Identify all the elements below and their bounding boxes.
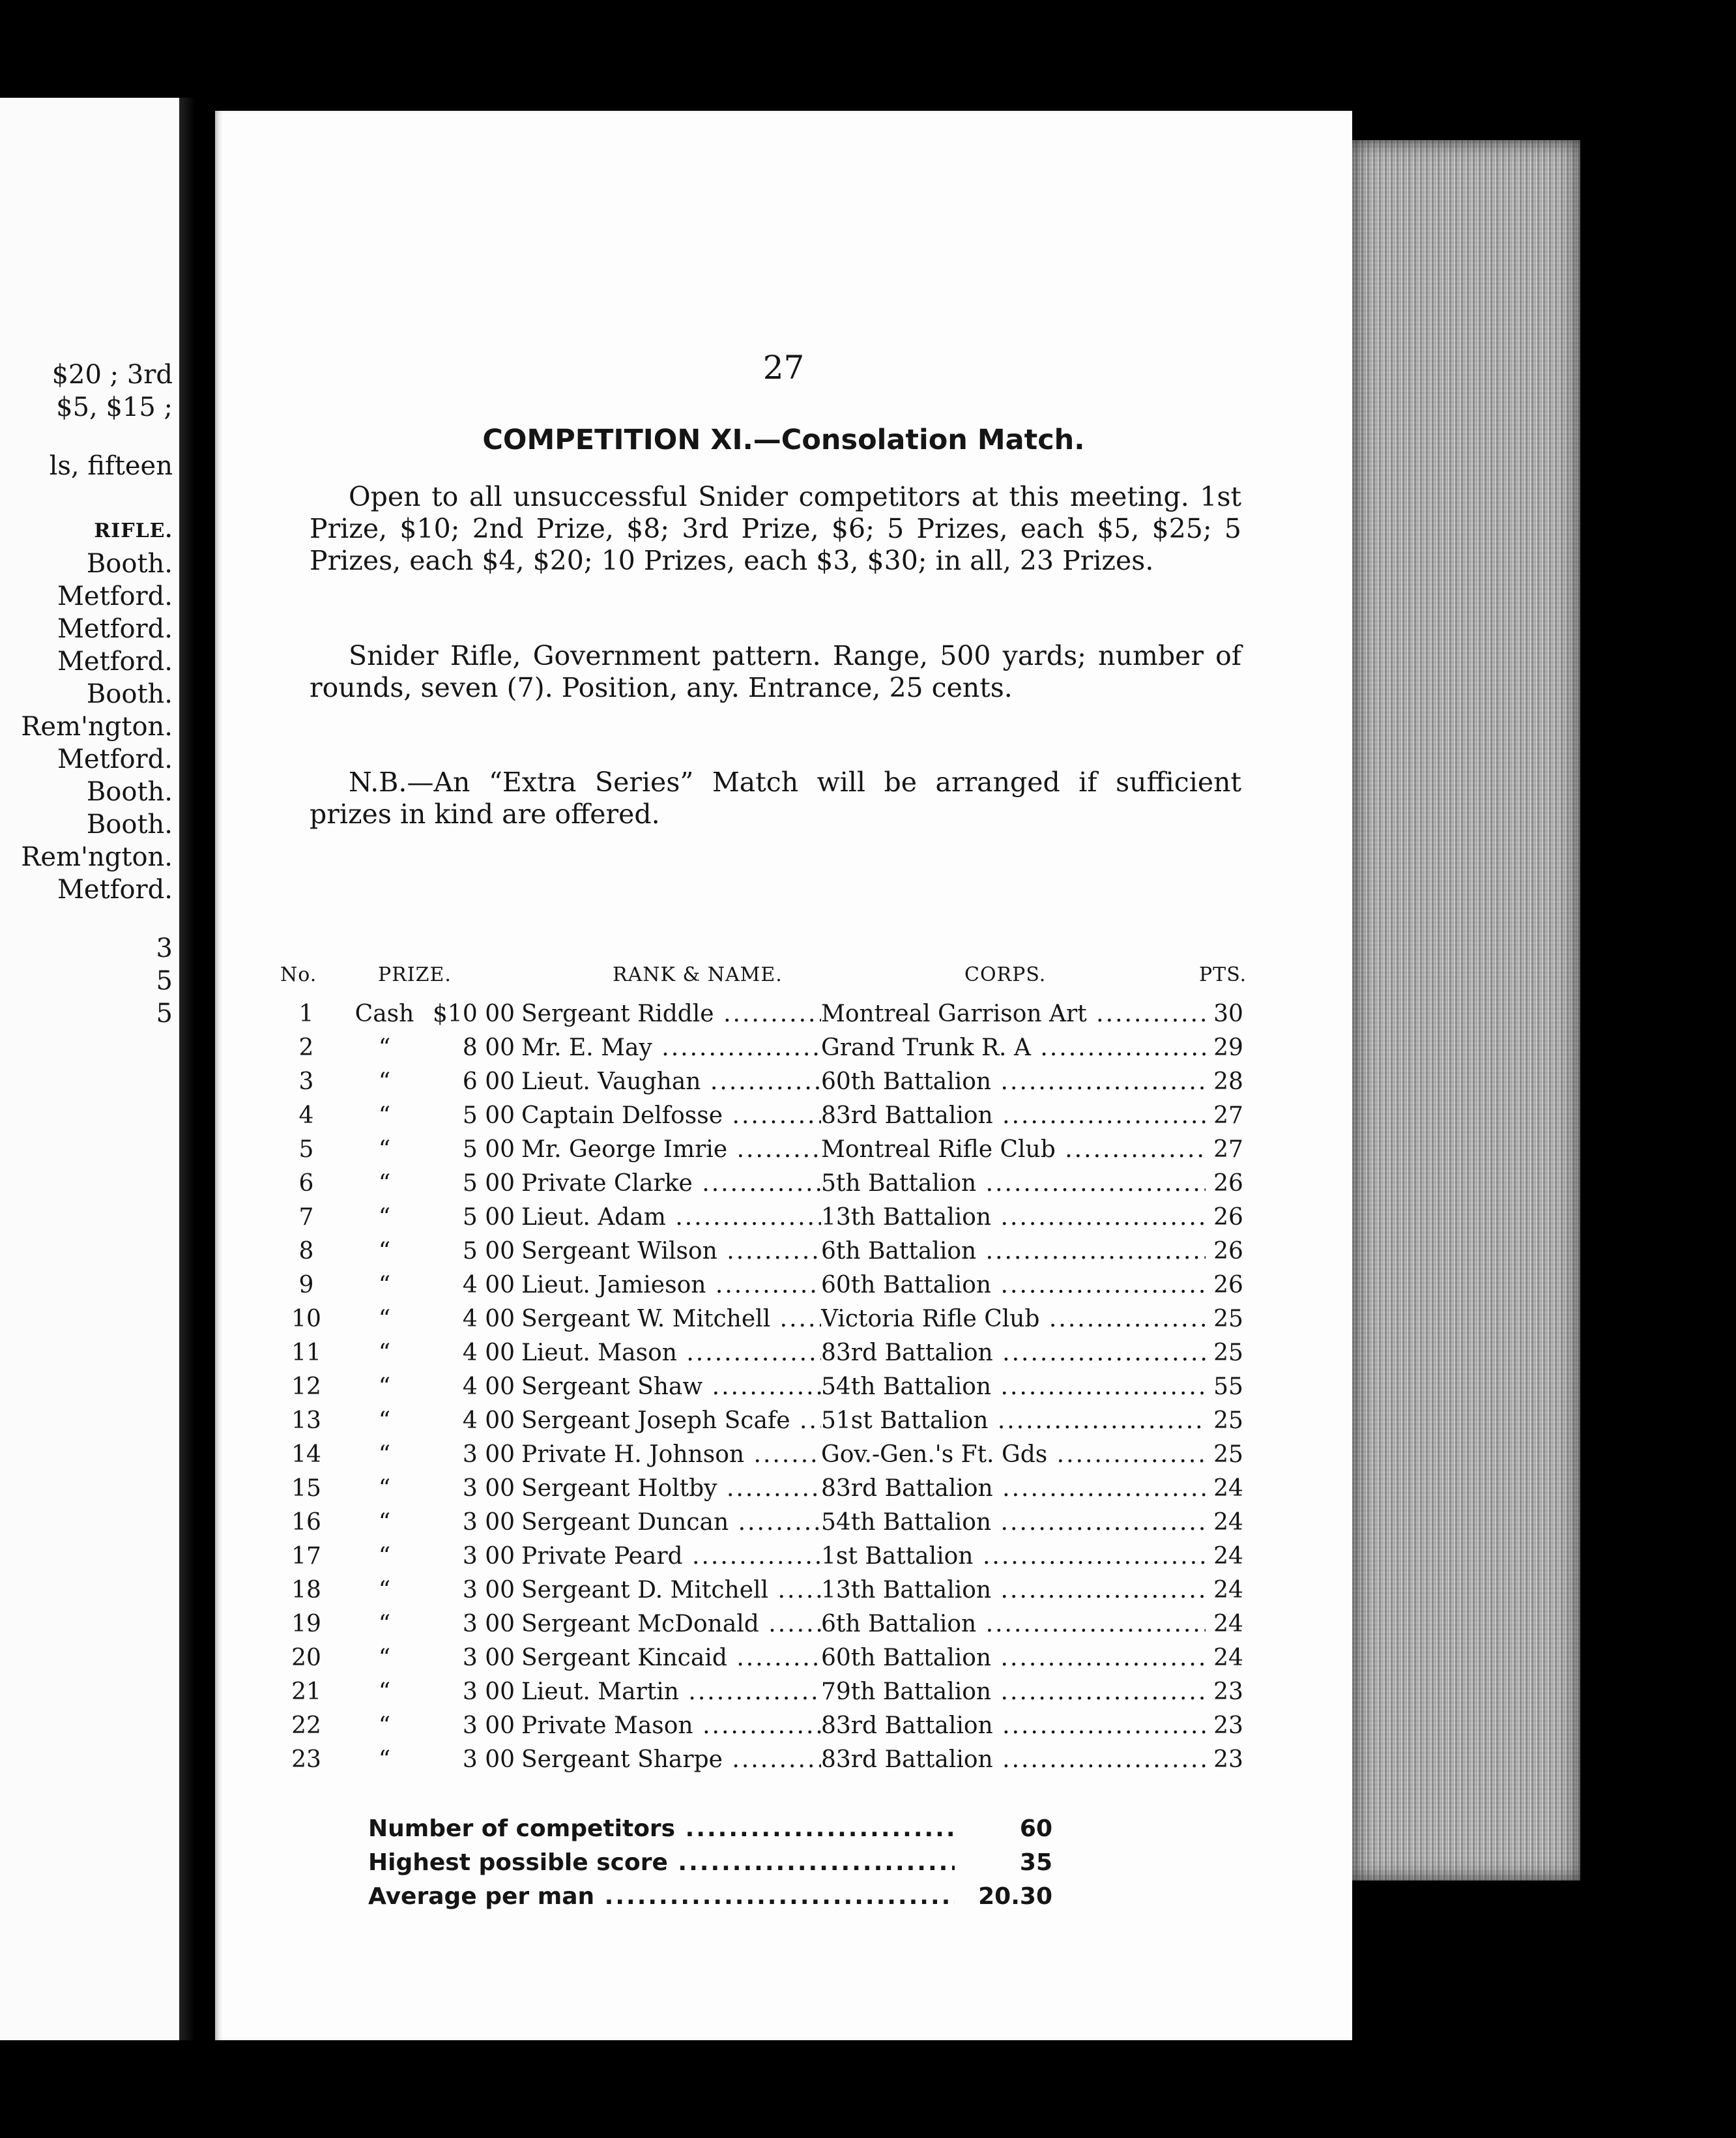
left-page-fragment: Metford. [57, 581, 173, 611]
row-rank-name: Lieut. Mason ..... [521, 1336, 821, 1370]
table-row [280, 1031, 1258, 1065]
left-page-fragment: Rem'ngton. [21, 712, 173, 742]
row-prize-type: “ [378, 1272, 391, 1298]
row-rank-name: Lieut. Vaughan ..... [521, 1065, 821, 1099]
summary-value: 60 [1019, 1815, 1052, 1842]
row-rank-name: Private Clarke ..... [521, 1167, 821, 1201]
row-corps: 5th Battalion ..... [821, 1167, 1206, 1201]
row-pts: 24 [1213, 1577, 1243, 1604]
row-no: 8 [298, 1238, 314, 1265]
summary-value: 20.30 [978, 1883, 1052, 1910]
row-prize-type: “ [378, 1306, 391, 1332]
row-corps: Grand Trunk R. A ..... [821, 1031, 1206, 1065]
row-pts: 25 [1213, 1407, 1243, 1434]
row-no: 19 [291, 1611, 321, 1637]
row-pts: 24 [1213, 1475, 1243, 1502]
row-no: 21 [291, 1678, 321, 1705]
row-no: 5 [298, 1136, 314, 1163]
row-pts: 23 [1213, 1746, 1243, 1773]
row-pts: 24 [1213, 1645, 1243, 1671]
row-pts: 28 [1213, 1068, 1243, 1095]
book-page [215, 111, 1352, 2040]
row-prize-type: “ [378, 1543, 391, 1570]
row-prize: 5 00 [462, 1136, 515, 1163]
table-row [280, 1607, 1258, 1641]
row-corps: 6th Battalion ..... [821, 1235, 1206, 1268]
table-row [280, 1370, 1258, 1404]
row-prize: 4 00 [462, 1306, 515, 1332]
summary-label: Average per man ..... [368, 1880, 955, 1914]
row-corps: Montreal Rifle Club ..... [821, 1133, 1206, 1167]
row-rank-name: Lieut. Jamieson ..... [521, 1268, 821, 1302]
row-prize-type: “ [378, 1238, 391, 1265]
competition-title: COMPETITION XI.—Consolation Match. [482, 424, 1085, 456]
row-no: 22 [291, 1712, 321, 1739]
row-no: 10 [291, 1306, 321, 1332]
row-prize-type: “ [378, 1475, 391, 1502]
row-rank-name: Private Peard ..... [521, 1540, 821, 1574]
row-no: 2 [298, 1034, 314, 1061]
row-no: 4 [298, 1102, 314, 1129]
table-row [280, 1574, 1258, 1607]
row-no: 23 [291, 1746, 321, 1773]
row-prize: 5 00 [462, 1204, 515, 1231]
header-pts: PTS. [1199, 963, 1247, 986]
results-table [280, 958, 1258, 1777]
row-rank-name: Private Mason ..... [521, 1709, 821, 1743]
row-prize-type: “ [378, 1746, 391, 1773]
row-corps: 83rd Battalion ..... [821, 1709, 1206, 1743]
left-page-fragment: 5 [156, 966, 173, 996]
book-gutter [179, 98, 195, 2040]
row-prize: 4 00 [462, 1272, 515, 1298]
summary-label: Highest possible score ..... [368, 1846, 955, 1880]
row-no: 6 [298, 1170, 314, 1197]
row-prize-type: “ [378, 1340, 391, 1366]
row-rank-name: Sergeant Duncan ..... [521, 1506, 821, 1540]
row-prize-type: “ [378, 1407, 391, 1434]
row-no: 7 [298, 1204, 314, 1231]
left-page-fragment: Metford. [57, 614, 173, 644]
row-prize-type: “ [378, 1034, 391, 1061]
row-corps: 83rd Battalion ..... [821, 1472, 1206, 1506]
left-page-fragment: Metford. [57, 647, 173, 677]
left-page-fragment: Rem'ngton. [21, 842, 173, 872]
row-pts: 23 [1213, 1712, 1243, 1739]
left-page-fragment: Booth. [86, 679, 173, 709]
row-prize: 5 00 [462, 1238, 515, 1265]
row-rank-name: Sergeant Holtby ..... [521, 1472, 821, 1506]
row-rank-name: Sergeant Riddle ..... [521, 997, 821, 1031]
row-corps: 13th Battalion ..... [821, 1574, 1206, 1607]
header-corps: CORPS. [964, 963, 1047, 986]
row-corps: 54th Battalion ..... [821, 1506, 1206, 1540]
row-pts: 25 [1213, 1340, 1243, 1366]
left-page-fragment: $20 ; 3rd [51, 360, 173, 390]
row-corps: 60th Battalion ..... [821, 1641, 1206, 1675]
table-row [280, 1404, 1258, 1438]
row-prize: 4 00 [462, 1373, 515, 1400]
summary-row [368, 1846, 1085, 1880]
row-prize: 3 00 [462, 1712, 515, 1739]
row-no: 1 [298, 1001, 314, 1027]
row-pts: 27 [1213, 1102, 1243, 1129]
left-page-fragment: $5, $15 ; [56, 392, 173, 422]
row-rank-name: Private H. Johnson ..... [521, 1438, 821, 1472]
row-corps: 83rd Battalion ..... [821, 1743, 1206, 1777]
row-prize-type: “ [378, 1611, 391, 1637]
row-prize: 3 00 [462, 1475, 515, 1502]
row-pts: 26 [1213, 1272, 1243, 1298]
header-prize: PRIZE. [378, 963, 452, 986]
table-row [280, 1302, 1258, 1336]
row-prize: 4 00 [462, 1407, 515, 1434]
row-pts: 26 [1213, 1238, 1243, 1265]
row-rank-name: Sergeant D. Mitchell ..... [521, 1574, 821, 1607]
row-corps: Victoria Rifle Club ..... [821, 1302, 1206, 1336]
page-number: 27 [762, 349, 805, 387]
table-row [280, 1438, 1258, 1472]
row-corps: 13th Battalion ..... [821, 1201, 1206, 1235]
row-prize: 6 00 [462, 1068, 515, 1095]
row-prize: 3 00 [462, 1441, 515, 1468]
row-prize-type: “ [378, 1170, 391, 1197]
row-pts: 30 [1213, 1001, 1243, 1027]
row-corps: 79th Battalion ..... [821, 1675, 1206, 1709]
row-prize-type: “ [378, 1102, 391, 1129]
table-row [280, 1099, 1258, 1133]
row-prize: 3 00 [462, 1509, 515, 1536]
row-prize-type: “ [378, 1577, 391, 1604]
table-row [280, 1201, 1258, 1235]
row-no: 20 [291, 1645, 321, 1671]
row-prize: 3 00 [462, 1543, 515, 1570]
left-page-fragment: Metford. [57, 744, 173, 774]
paragraph-prizes: Open to all unsuccessful Snider competitors at this meeting. 1st Prize, $10; 2nd Prize, $8; 3rd Prize, $6; 5 Prizes, each $5, $25; 5 Prizes, each $4, $20; 10 Prizes, each $3, $30; in all, 23 Prizes. [310, 481, 1241, 576]
left-page-fragment: Metford. [57, 875, 173, 905]
row-corps: 83rd Battalion ..... [821, 1336, 1206, 1370]
row-rank-name: Lieut. Adam ..... [521, 1201, 821, 1235]
header-rank-name: RANK & NAME. [613, 963, 783, 986]
row-prize-type: “ [378, 1678, 391, 1705]
row-no: 16 [291, 1509, 321, 1536]
row-prize-type: “ [378, 1204, 391, 1231]
summary-row [368, 1812, 1085, 1846]
row-prize-type: “ [378, 1712, 391, 1739]
row-pts: 29 [1213, 1034, 1243, 1061]
table-row [280, 1540, 1258, 1574]
row-prize-type: “ [378, 1509, 391, 1536]
table-row [280, 1472, 1258, 1506]
row-pts: 26 [1213, 1170, 1243, 1197]
row-corps: 83rd Battalion ..... [821, 1099, 1206, 1133]
table-row [280, 1675, 1258, 1709]
summary-row [368, 1880, 1085, 1914]
row-prize-type: “ [378, 1645, 391, 1671]
row-pts: 55 [1213, 1373, 1243, 1400]
row-prize: 4 00 [462, 1340, 515, 1366]
table-row [280, 1167, 1258, 1201]
row-no: 13 [291, 1407, 321, 1434]
table-row [280, 1235, 1258, 1268]
row-no: 11 [291, 1340, 321, 1366]
row-prize: 3 00 [462, 1746, 515, 1773]
table-row [280, 1133, 1258, 1167]
row-prize-type: “ [378, 1136, 391, 1163]
row-prize: $10 00 [433, 1001, 515, 1027]
row-prize: 3 00 [462, 1611, 515, 1637]
table-row [280, 997, 1258, 1031]
table-row [280, 1336, 1258, 1370]
paragraph-note: N.B.—An “Extra Series” Match will be arranged if sufficient prizes in kind are offered. [310, 767, 1241, 830]
row-rank-name: Mr. E. May ..... [521, 1031, 821, 1065]
table-row [280, 1268, 1258, 1302]
left-page-fragment: 5 [156, 999, 173, 1029]
row-prize: 3 00 [462, 1645, 515, 1671]
row-no: 9 [298, 1272, 314, 1298]
row-corps: Montreal Garrison Art ..... [821, 997, 1206, 1031]
row-corps: Gov.-Gen.'s Ft. Gds ..... [821, 1438, 1206, 1472]
row-rank-name: Lieut. Martin ..... [521, 1675, 821, 1709]
row-no: 15 [291, 1475, 321, 1502]
summary-label: Number of competitors ..... [368, 1812, 955, 1846]
row-pts: 24 [1213, 1543, 1243, 1570]
row-pts: 24 [1213, 1611, 1243, 1637]
row-corps: 51st Battalion ..... [821, 1404, 1206, 1438]
left-page-fragment: Booth. [86, 810, 173, 840]
row-prize: 5 00 [462, 1170, 515, 1197]
row-rank-name: Sergeant W. Mitchell ..... [521, 1302, 821, 1336]
row-pts: 24 [1213, 1509, 1243, 1536]
row-prize-type: “ [378, 1373, 391, 1400]
table-row [280, 1641, 1258, 1675]
row-prize: 3 00 [462, 1577, 515, 1604]
row-prize-type: “ [378, 1441, 391, 1468]
row-rank-name: Sergeant Kincaid ..... [521, 1641, 821, 1675]
row-pts: 23 [1213, 1678, 1243, 1705]
row-rank-name: Sergeant Wilson ..... [521, 1235, 821, 1268]
row-rank-name: Sergeant McDonald ..... [521, 1607, 821, 1641]
row-corps: 1st Battalion ..... [821, 1540, 1206, 1574]
row-corps: 54th Battalion ..... [821, 1370, 1206, 1404]
table-row [280, 1506, 1258, 1540]
table-row [280, 1743, 1258, 1777]
row-rank-name: Captain Delfosse ..... [521, 1099, 821, 1133]
row-no: 14 [291, 1441, 321, 1468]
left-page-fragment: Booth. [86, 777, 173, 807]
row-corps: 60th Battalion ..... [821, 1268, 1206, 1302]
row-pts: 26 [1213, 1204, 1243, 1231]
row-prize: 8 00 [462, 1034, 515, 1061]
row-pts: 25 [1213, 1441, 1243, 1468]
row-prize: 5 00 [462, 1102, 515, 1129]
row-no: 18 [291, 1577, 321, 1604]
left-page-fragment: Booth. [86, 549, 173, 579]
row-prize-type: “ [378, 1068, 391, 1095]
summary-value: 35 [1019, 1849, 1052, 1876]
table-row [280, 1065, 1258, 1099]
row-no: 12 [291, 1373, 321, 1400]
row-pts: 25 [1213, 1306, 1243, 1332]
row-prize: 3 00 [462, 1678, 515, 1705]
row-prize-type: Cash [354, 1001, 414, 1027]
left-page-fragment: RIFLE. [94, 520, 173, 542]
results-header [280, 958, 1258, 997]
row-corps: 6th Battalion ..... [821, 1607, 1206, 1641]
paragraph-rules: Snider Rifle, Government pattern. Range, 500 yards; number of rounds, seven (7). Position, any. Entrance, 25 cents. [310, 640, 1241, 703]
header-no: No. [280, 963, 317, 986]
row-rank-name: Mr. George Imrie ..... [521, 1133, 821, 1167]
row-no: 17 [291, 1543, 321, 1570]
row-corps: 60th Battalion ..... [821, 1065, 1206, 1099]
left-facing-page [0, 98, 179, 2040]
book-page-edges [1352, 140, 1580, 1881]
summary [368, 1812, 1085, 1914]
row-pts: 27 [1213, 1136, 1243, 1163]
table-row [280, 1709, 1258, 1743]
row-rank-name: Sergeant Sharpe ..... [521, 1743, 821, 1777]
left-page-fragment: ls, fifteen [49, 451, 173, 481]
row-rank-name: Sergeant Shaw ..... [521, 1370, 821, 1404]
left-page-fragment: 3 [156, 933, 173, 963]
row-rank-name: Sergeant Joseph Scafe ..... [521, 1404, 821, 1438]
row-no: 3 [298, 1068, 314, 1095]
